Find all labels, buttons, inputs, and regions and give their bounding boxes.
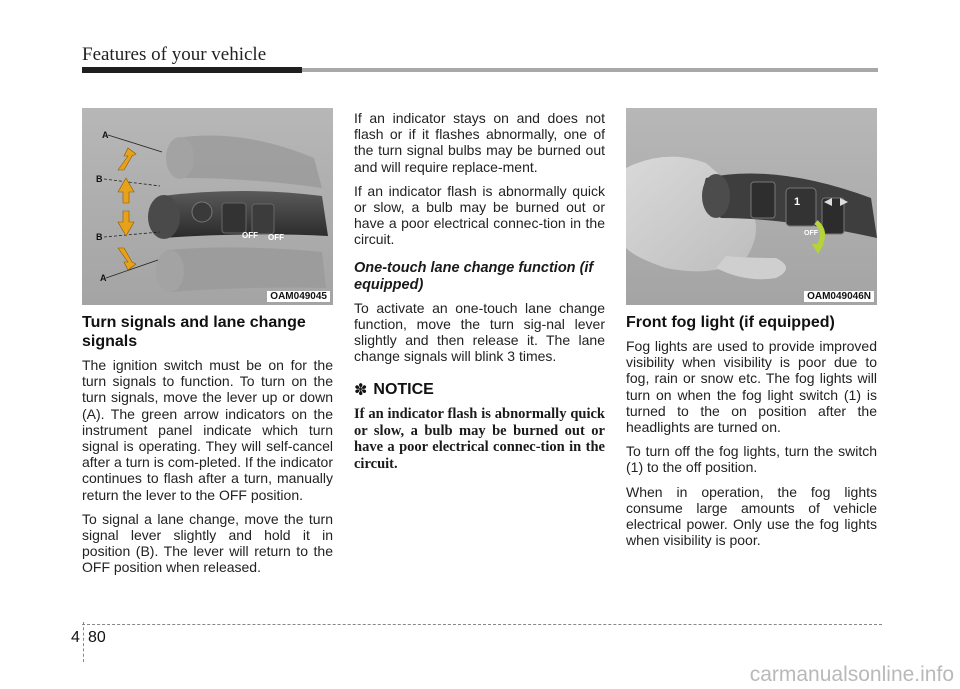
paragraph: If an indicator flash is abnormally quick or slow, a bulb may be burned out or have a poor electrical connec-tion in the circuit. xyxy=(354,182,605,248)
arrow-up-orange-icon xyxy=(118,148,136,170)
paragraph: To signal a lane change, move the turn signal lever slightly and hold it in position (B). The lever will return to the OFF position when released. xyxy=(82,510,333,576)
fog-light-illustration xyxy=(626,108,877,305)
page-number: 80 xyxy=(88,629,106,646)
turn-signal-figure xyxy=(82,108,333,305)
middle-column xyxy=(354,110,605,472)
notice-title: NOTICE xyxy=(373,381,434,399)
off-label-1: OFF xyxy=(242,231,258,240)
label-one: 1 xyxy=(794,196,801,208)
off-label: OFF xyxy=(804,230,818,237)
paragraph: To activate an one-touch lane change function, move the turn sig-nal lever slightly and then release it. The lane change signals will blink 3 times. xyxy=(354,299,605,365)
paragraph: The ignition switch must be on for the turn signals to function. To turn on the turn signals, move the lever up or down (A). The green arrow indicators on the instrument panel indicate which turn signal is operating. They will self-cancel after a turn is com-pleted. If the indicator continues to flash after a turn, manually return the lever to the OFF position. xyxy=(82,357,333,503)
watermark: carmanualsonline.info xyxy=(749,663,954,686)
arrow-up-icon xyxy=(118,178,134,203)
page-header-title: Features of your vehicle xyxy=(82,44,267,65)
fog-light-heading: Front fog light (if equipped) xyxy=(626,314,835,331)
notice-star-icon: ✽ xyxy=(354,382,368,400)
paragraph: If an indicator stays on and does not flash or if it flashes abnormally, one of the turn signal bulbs may be burned out and will require replace-ment. xyxy=(354,110,605,175)
label-b-bottom: B xyxy=(96,232,103,242)
notice-heading xyxy=(354,380,605,400)
left-column xyxy=(82,108,333,584)
figure-code: OAM049046N xyxy=(804,291,874,302)
figure-code: OAM049045 xyxy=(267,291,330,302)
right-column xyxy=(626,108,877,556)
label-a-top: A xyxy=(102,130,109,140)
arrow-down-icon xyxy=(118,211,134,236)
label-a-bottom: A xyxy=(100,273,107,283)
arrow-down-orange-icon xyxy=(118,248,136,270)
turn-signals-heading: Turn signals and lane change signals xyxy=(82,314,306,350)
paragraph: Fog lights are used to provide improved visibility when visibility is poor due to fog, rain or snow etc. The fog lights will turn on when the fog light switch (1) is turned to the on position after the headlights are turned on. xyxy=(626,338,877,436)
notice-text: If an indicator flash is abnormally quick or slow, a bulb may be burned out or have a poor electrical connec-tion in the circuit. xyxy=(354,406,605,472)
header-rule-accent xyxy=(82,67,302,73)
footer-rule xyxy=(82,624,882,625)
off-label-2: OFF xyxy=(268,233,284,242)
label-b-top: B xyxy=(96,174,103,184)
section-number: 4 xyxy=(71,629,80,646)
paragraph: When in operation, the fog lights consume large amounts of vehicle electrical power. Only use the fog lights when visibility is poor. xyxy=(626,483,877,549)
one-touch-heading: One-touch lane change function (if equipped) xyxy=(354,259,594,293)
footer-divider xyxy=(83,622,84,662)
turn-signal-illustration xyxy=(82,108,333,305)
paragraph: To turn off the fog lights, turn the switch (1) to the off position. xyxy=(626,443,877,476)
fog-light-figure xyxy=(626,108,877,305)
